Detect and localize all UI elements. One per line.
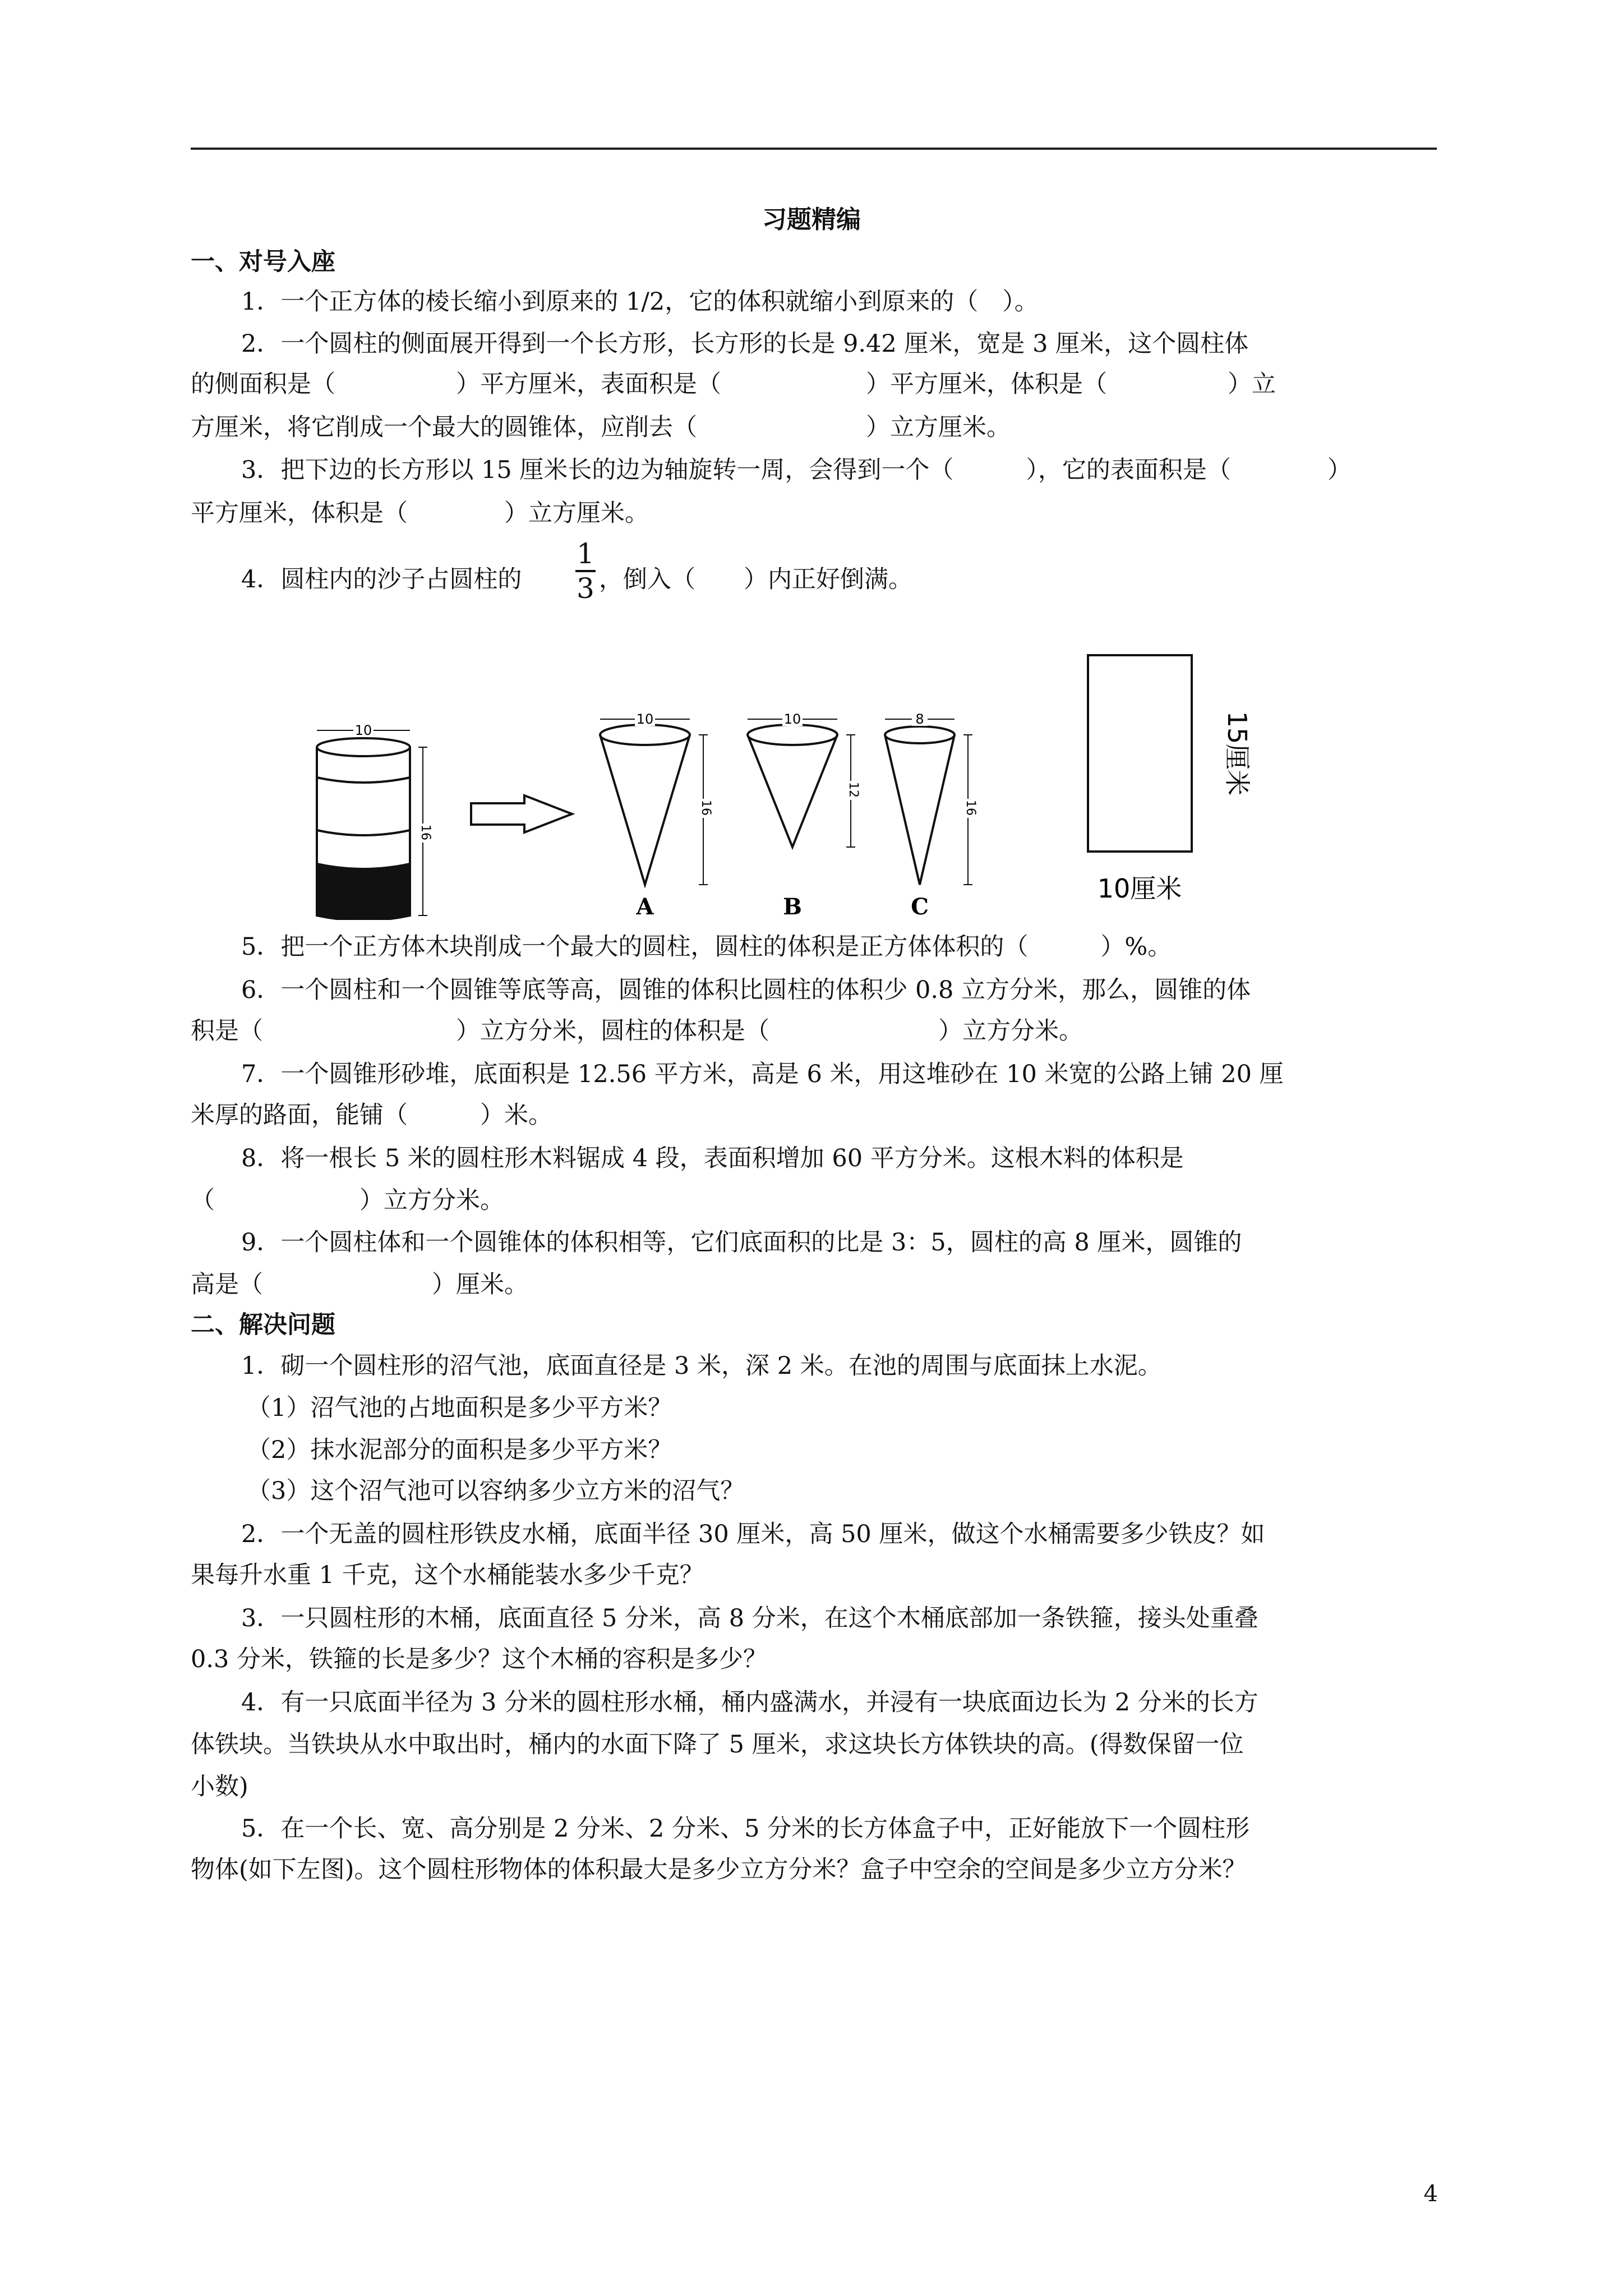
header-rule	[191, 148, 1437, 150]
section-1-heading: 一、对号入座	[191, 248, 335, 276]
rectangle-width-label: 10厘米	[1097, 873, 1182, 904]
p4-line1: 4．有一只底面半径为 3 分米的圆柱形水桶，桶内盛满水，并浸有一块底面边长为 2 分米的长方	[241, 1688, 1258, 1717]
p3-line1: 3．一只圆柱形的木桶，底面直径 5 分米，高 8 分米，在这个木桶底部加一条铁箍，接头处重叠	[241, 1604, 1258, 1632]
p1: 1．砌一个圆柱形的沼气池，底面直径是 3 米，深 2 米。在池的周围与底面抹上水泥。	[241, 1352, 1162, 1380]
q8-line1: 8．将一根长 5 米的圆柱形木料锯成 4 段，表面积增加 60 平方分米。这根木料的体积是	[241, 1144, 1184, 1172]
q8-line2: （ ）立方分米。	[191, 1186, 504, 1214]
q5: 5．把一个正方体木块削成一个最大的圆柱，圆柱的体积是正方体体积的（ ）%。	[241, 933, 1172, 961]
p2-line1: 2．一个无盖的圆柱形铁皮水桶，底面半径 30 厘米，高 50 厘米，做这个水桶需要多少铁皮？如	[241, 1520, 1265, 1548]
cone-a-figure	[600, 719, 708, 885]
cone-c-figure	[885, 719, 972, 885]
q6-line2: 积是（ ）立方分米，圆柱的体积是（ ）立方分米。	[191, 1017, 1083, 1045]
q3-line1: 3．把下边的长方形以 15 厘米长的边为轴旋转一周，会得到一个（ ），它的表面积是（ ）	[241, 456, 1352, 484]
rectangle-height-label: 15厘米	[1222, 711, 1252, 796]
cone-c-label: C	[911, 894, 929, 920]
cylinder-d-label: 10	[354, 723, 372, 738]
q9-line1: 9．一个圆柱体和一个圆锥体的体积相等，它们底面积的比是 3：5，圆柱的高 8 厘米，圆锥的	[241, 1228, 1242, 1257]
cone-c-d-label: 8	[915, 711, 924, 727]
p1-sub1: （1）沼气池的占地面积是多少平方米？	[247, 1394, 672, 1422]
section-2-heading: 二、解决问题	[191, 1311, 335, 1339]
p4-line2: 体铁块。当铁块从水中取出时，桶内的水面下降了 5 厘米，求这块长方体铁块的高。(得数保留一位	[191, 1731, 1244, 1759]
q7-line2: 米厚的路面，能铺（ ）米。	[191, 1101, 552, 1129]
cone-b-d-label: 10	[783, 711, 801, 727]
p1-sub3: （3）这个沼气池可以容纳多少立方米的沼气？	[247, 1477, 745, 1505]
cone-a-d-label: 10	[636, 711, 654, 727]
page-title: 习题精编	[762, 205, 861, 234]
cylinder-figure	[317, 730, 427, 920]
cone-b-label: B	[783, 894, 802, 920]
q2-line3: 方厘米，将它削成一个最大的圆锥体，应削去（ ）立方厘米。	[191, 413, 1011, 441]
p3-line2: 0.3 分米，铁箍的长是多少？这个木桶的容积是多少？	[191, 1645, 768, 1673]
p5-line2: 物体(如下左图)。这个圆柱形物体的体积最大是多少立方分米？盒子中空余的空间是多少立方分米？	[191, 1856, 1247, 1884]
q9-line2: 高是（ ）厘米。	[191, 1271, 528, 1299]
arrow-icon	[471, 795, 572, 832]
cylinder-h-label: 16	[418, 825, 432, 840]
p1-sub2: （2）抹水泥部分的面积是多少平方米？	[247, 1436, 672, 1464]
p5-line1: 5．在一个长、宽、高分别是 2 分米、2 分米、5 分米的长方体盒子中，正好能放下一个圆柱形	[241, 1815, 1250, 1843]
cone-a-label: A	[636, 894, 654, 920]
cone-c-h-label: 16	[963, 800, 978, 816]
q2-line2: 的侧面积是（ ）平方厘米，表面积是（ ）平方厘米，体积是（ ）立	[191, 370, 1276, 398]
q4-text-a: 4．圆柱内的沙子占圆柱的	[241, 565, 522, 593]
page-number: 4	[1423, 2181, 1438, 2207]
rectangle-figure	[1088, 655, 1192, 852]
q6-line1: 6．一个圆柱和一个圆锥等底等高，圆锥的体积比圆柱的体积少 0.8 立方分米，那么，圆锥的体	[241, 976, 1251, 1004]
cone-a-h-label: 16	[699, 800, 713, 816]
q4-text-b: ，倒入（ ）内正好倒满。	[599, 565, 912, 593]
cone-b-h-label: 12	[846, 782, 860, 798]
q7-line1: 7．一个圆锥形砂堆，底面积是 12.56 平方米，高是 6 米，用这堆砂在 10 米宽的公路上铺 20 厘	[241, 1060, 1284, 1088]
fraction-denominator: 3	[577, 572, 594, 605]
p4-line3: 小数)	[191, 1773, 248, 1801]
q2-line1: 2．一个圆柱的侧面展开得到一个长方形，长方形的长是 9.42 厘米，宽是 3 厘米，这个圆柱体	[241, 330, 1249, 358]
q1: 1．一个正方体的棱长缩小到原来的 1/2，它的体积就缩小到原来的（ ）。	[241, 288, 1039, 316]
p2-line2: 果每升水重 1 千克，这个水桶能装水多少千克？	[191, 1561, 704, 1589]
fraction-numerator: 1	[577, 537, 594, 570]
q4-fraction	[574, 537, 597, 605]
q4-figures	[303, 639, 1273, 920]
q3-line2: 平方厘米，体积是（ ）立方厘米。	[191, 499, 649, 527]
cone-b-figure	[748, 719, 855, 847]
